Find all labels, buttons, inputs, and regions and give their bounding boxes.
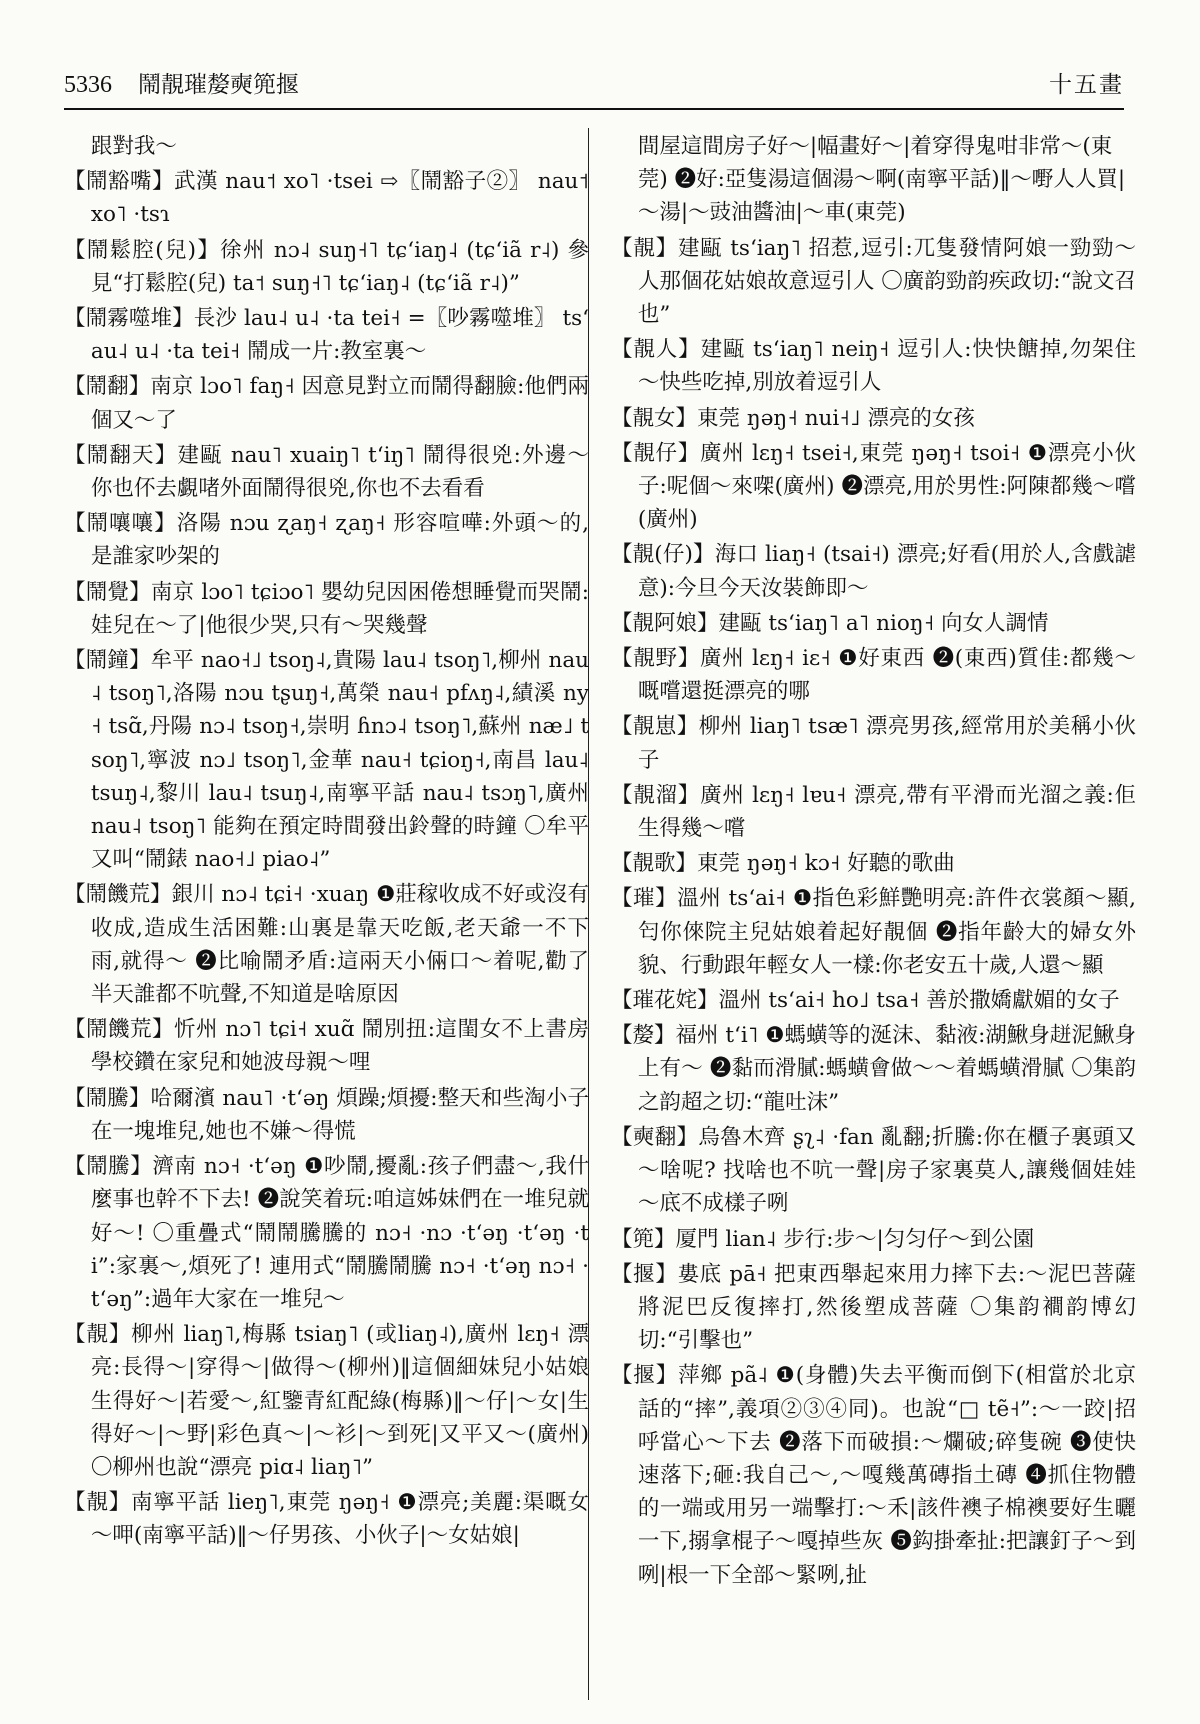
entry-headword: 【鬧鬆腔(兒)】 (64, 237, 221, 263)
dictionary-entry (611, 1121, 1136, 1221)
dictionary-entry (611, 1019, 1136, 1119)
entry-headword: 【嫠】 (611, 1023, 676, 1049)
entry-definition: 廣州 lɛŋ˧ tsei˧,東莞 ŋəŋ˧ tsoi˧ ❶漂亮小伙子:呢個～來㗎(廣州) ❷漂亮,用於男性:阿陳都幾～嚐(廣州) (637, 440, 1136, 533)
dictionary-entry (64, 576, 589, 642)
entry-definition: 洛陽 nɔu ʐaŋ˧ ʐaŋ˧ 形容喧嘩:外頭～的,是誰家吵架的 (90, 511, 589, 570)
entry-definition: 忻州 nɔ˥ tɕi˧ xuɑ̃ 鬧別扭:這閨女不上書房學校鑽在家兒和她波母親～哩 (90, 1017, 589, 1076)
entry-definition: 廣州 lɛŋ˧ iɛ˧ ❶好東西 ❷(東西)質佳:都幾～嘅嚐還挺漂亮的哪 (637, 646, 1136, 705)
entry-headword: 【靚歌】 (611, 851, 698, 877)
entry-definition: 廣州 lɛŋ˧ lɐu˧ 漂亮,帶有平滑而光溜之義:佢生得幾～嚐 (637, 782, 1136, 842)
dictionary-entry (611, 882, 1136, 982)
entry-definition: 東莞 ŋəŋ˧ nui˧˩ 漂亮的女孩 (697, 405, 975, 431)
entry-headword: 【篼】 (611, 1226, 676, 1252)
entry-headword: 【璀花姹】 (611, 988, 719, 1014)
entry-headword: 【奭翻】 (611, 1124, 699, 1150)
dictionary-entry (64, 878, 589, 1011)
entry-definition: 南京 lɔo˥ faŋ˧ 因意見對立而鬧得翻臉:他們兩個又～了 (90, 374, 589, 433)
entry-definition: 柳州 liaŋ˥ tsæ˥ 漂亮男孩,經常用於美稱小伙子 (637, 714, 1136, 773)
entry-definition: 溫州 tsʻai˧ ❶指色彩鮮艷明亮:許件衣裳顏～顯,匄你倈院主兒姑娘着起好靚個 ❷指年齡大的婦女外貌、行動跟年輕女人一樣:你老安五十歲,人還～顯 (637, 886, 1136, 978)
entry-headword: 【靚溜】 (611, 782, 701, 808)
entry-definition: 長沙 lau˨ u˨ ·ta tei˧ =〖吵霧噬堆〗 tsʻau˨ u˨ ·ta tei˧ 鬧成一片:教室裏～ (90, 306, 589, 365)
entry-definition: 銀川 nɔ˨ tɕi˧ ·xuaŋ ❶莊稼收成不好或沒有收成,造成生活困難:山裏是靠天吃飯,老天爺一不下雨,就得～ ❷比喻鬧矛盾:這兩天小倆口～着呢,勸了半天誰都不吭聲,不知道是啥原因 (90, 882, 589, 1008)
entry-headword: 【靚女】 (611, 405, 698, 431)
entry-headword: 【鬧饑荒】 (64, 882, 172, 908)
entry-headword: 【鬧鐘】 (64, 648, 151, 674)
dictionary-entry (64, 644, 589, 876)
page-number: 5336 (64, 72, 112, 98)
dictionary-entry (611, 642, 1136, 708)
dictionary-entry (611, 984, 1136, 1017)
entry-headword: 【鬧饑荒】 (64, 1017, 175, 1043)
dictionary-entry (64, 1486, 589, 1552)
dictionary-entry (611, 232, 1136, 332)
entry-headword: 【鬧覺】 (64, 579, 151, 605)
dictionary-entry (64, 1150, 589, 1316)
running-head (64, 66, 1124, 106)
dictionary-entry (64, 439, 589, 505)
entry-headword: 【鬧嚷嚷】 (64, 511, 177, 537)
dictionary-entry (64, 302, 589, 368)
dictionary-entry (611, 1258, 1136, 1358)
entry-definition: 徐州 nɔ˨ suŋ˧˥ tɕʻiaŋ˨ (tɕʻiã r˨) 參見“打鬆腔(兒) ta˦ suŋ˧˥ tɕʻiaŋ˨ (tɕʻiã r˨)” (90, 237, 589, 296)
entry-definition: 建甌 tsʻiaŋ˥ a˥ nioŋ˧ 向女人調情 (718, 610, 1049, 636)
dictionary-entry (611, 710, 1136, 776)
dictionary-entry (64, 370, 589, 436)
entry-headword: 【鬧騰】 (64, 1085, 151, 1111)
entry-headword: 【璀】 (611, 886, 678, 912)
dictionary-entry (611, 779, 1136, 845)
entry-definition: 哈爾濱 nau˥ ·tʻəŋ 煩躁;煩擾:整天和些淘小子在一塊堆兒,她也不嫌～得慌 (90, 1085, 589, 1144)
entry-definition: 南寧平話 lieŋ˥,東莞 ŋəŋ˧ ❶漂亮;美麗:渠嘅女～呷(南寧平話)‖～仔男孩、小伙子|～女姑娘| (90, 1490, 589, 1549)
entry-definition: 建甌 tsʻiaŋ˥ neiŋ˧ 逗引人:快快餹掉,勿架住～快些吃掉,別放着逗引人 (637, 337, 1136, 396)
entry-definition: 萍鄉 pã˨ ❶(身體)失去平衡而倒下(相當於北京話的“摔”,義項②③④同)。也說“□ tẽ˧”:～一跤|招呼當心～下去 ❷落下而破損:～爛破;碎隻碗 ❸使快速落下;砸:我自己～,～嘎幾萬磚指土磚 ❹抓住物體的一端或用另一端擊打:～禾|該件襖子棉襖要好生曬一下,搦拿棍子～嘎掉些灰 ❺鈎掛牽扯:把讓釘子～到咧|根一下全部～緊咧,扯 (637, 1363, 1136, 1588)
dictionary-entry (64, 1013, 589, 1079)
entry-headword: 【靚人】 (611, 337, 701, 363)
entry-definition: 海口 liaŋ˧ (tsai˧) 漂亮;好看(用於人,含戲謔意):今旦今天汝裝飾即～ (637, 542, 1136, 601)
dictionary-entry (64, 1082, 589, 1148)
dictionary-entry (611, 1359, 1136, 1591)
entry-definition: 建甌 nau˥ xuaiŋ˥ tʻiŋ˥ 鬧得很兇:外邊～你也伓去覷啫外面鬧得很兇,你也不去看看 (90, 442, 589, 502)
entry-headword: 【鬧翻天】 (64, 442, 178, 468)
entry-headword: 【鬧霧噬堆】 (64, 306, 194, 332)
dictionary-entry (611, 437, 1136, 537)
entry-definition: 厦門 lian˨ 步行:步～|匀匀仔～到公園 (675, 1226, 1035, 1252)
dictionary-entry (611, 1223, 1136, 1256)
entry-definition: 福州 tʻi˥ ❶螞蟥等的涎沫、黏液:湖鰍身𧻓泥鰍身上有～ ❷黏而滑膩:螞蟥會做～～着螞蟥滑膩 〇集韵之韵超之切:“龍吐沫” (637, 1023, 1136, 1115)
entry-headword: 【靚】 (611, 235, 678, 261)
entry-headword: 【靚阿娘】 (611, 610, 719, 636)
entry-headword: 【靚崽】 (611, 714, 699, 740)
stroke-section-label: 十五畫 (1049, 72, 1124, 98)
entry-definition: 東莞 ŋəŋ˧ kɔ˧ 好聽的歌曲 (697, 851, 955, 877)
entry-headword: 【靚仔】 (611, 440, 700, 466)
left-column (64, 130, 589, 1700)
entry-definition: 牟平 nao˧˩ tsoŋ˨,貴陽 lau˨ tsoŋ˥,柳州 nau˨ tsoŋ˥,洛陽 nɔu tʂuŋ˧,萬榮 nau˧ pfʌŋ˨,績溪 ny˧ tsɑ̃,丹陽 nɔ˨ tsoŋ˧,崇明 ɦnɔ˨ tsoŋ˥,蘇州 næ˩ tsoŋ˥,寧波 nɔ˩ tsoŋ˥,金華 nau˧ tɕioŋ˧,南昌 lau˨ tsuŋ˨,黎川 lau˨ tsuŋ˨,南寧平話 nau˨ tsɔŋ˥,廣州 nau˨ tsoŋ˥ 能夠在預定時間發出鈴聲的時鐘 〇牟平又叫“鬧錶 nao˧˩ piao˨” (90, 648, 589, 873)
entry-definition: 婁底 pā˧ 把東西舉起來用力摔下去:～泥巴菩薩將泥巴反復摔打,然後塑成菩薩 〇集韵襇韵博幻切:“引擊也” (637, 1261, 1136, 1354)
dictionary-entry (64, 165, 589, 231)
entry-headword: 【揠】 (611, 1363, 679, 1389)
entry-headword: 【靚野】 (611, 646, 700, 672)
right-continuation: 間屋這間房子好～|幅畫好～|着穿得鬼咁非常～(東莞) ❷好:亞隻湯這個湯～啊(南寧平話)‖～嘢人人買|～湯|～豉油醬油|～車(東莞) (637, 134, 1126, 226)
header-rule (64, 108, 1124, 110)
entry-headword: 【鬧騰】 (64, 1154, 153, 1180)
entry-definition: 濟南 nɔ˧ ·tʻəŋ ❶吵鬧,擾亂:孩子們盡～,我什麼事也幹不下去! ❷說笑着玩:咱這姊妹們在一堆兒就好～! 〇重疊式“鬧鬧騰騰的 nɔ˧ ·nɔ ·tʻəŋ ·tʻəŋ ·ti”:家裏～,煩死了! 連用式“鬧騰鬧騰 nɔ˧ ·tʻəŋ nɔ˧ ·tʻəŋ”:過年大家在一堆兒～ (90, 1154, 589, 1312)
dictionary-entry (611, 402, 1136, 435)
entry-definition: 建甌 tsʻiaŋ˥ 招惹,逗引:兀隻發情阿娘一勁勁～人那個花姑娘故意逗引人 〇廣韵勁韵疾政切:“說文召也” (637, 235, 1136, 328)
entry-headword: 【鬧翻】 (64, 374, 151, 400)
entry-definition: 南京 lɔo˥ tɕiɔo˥ 嬰幼兒因困倦想睡覺而哭鬧:娃兒在～了|他很少哭,只有～哭幾聲 (90, 579, 589, 638)
dictionary-entry (611, 333, 1136, 399)
dictionary-entry (64, 1318, 589, 1484)
dictionary-entry (64, 507, 589, 573)
entry-definition: 柳州 liaŋ˥,梅縣 tsiaŋ˥ (或liaŋ˨),廣州 lɛŋ˧ 漂亮:長得～|穿得～|做得～(柳州)‖這個細妹兒小姑娘生得好～|若愛～,紅鑒青紅配綠(梅縣)‖～仔|～女|生得好～|～野|彩色真～|～衫|～到死|又平又～(廣州) 〇柳州也說“漂亮 piɑ˨ liaŋ˥” (90, 1322, 589, 1480)
entry-headword: 【鬧豁嘴】 (64, 169, 174, 195)
entry-headword: 【靚】 (64, 1322, 132, 1348)
entry-headword: 【揠】 (611, 1261, 678, 1287)
dictionary-entry (611, 607, 1136, 640)
entry-definition: 烏魯木齊 ʂʅ˨ ·fan 亂翻;折騰:你在櫃子裏頭又～啥呢? 找啥也不吭一聲|房子家裏莫人,讓幾個娃娃～底不成樣子咧 (637, 1124, 1136, 1217)
headword-range: 鬧靚璀嫠奭篼揠 (138, 72, 299, 98)
right-column (611, 130, 1136, 1700)
entry-headword: 【靚】 (64, 1490, 131, 1516)
dictionary-entry (64, 234, 589, 300)
entry-definition: 武漢 nau˦ xo˥ ·tsei ⇨〖鬧豁子②〗 nau˦ xo˥ ·tsɿ (90, 169, 589, 228)
dictionary-entry (611, 847, 1136, 880)
left-continuation: 跟對我～ (90, 134, 177, 159)
entry-headword: 【靚(仔)】 (611, 542, 715, 568)
dictionary-entry (611, 538, 1136, 604)
entry-definition: 溫州 tsʻai˧ ho˩ tsa˧ 善於撒嬌獻媚的女子 (718, 988, 1120, 1014)
